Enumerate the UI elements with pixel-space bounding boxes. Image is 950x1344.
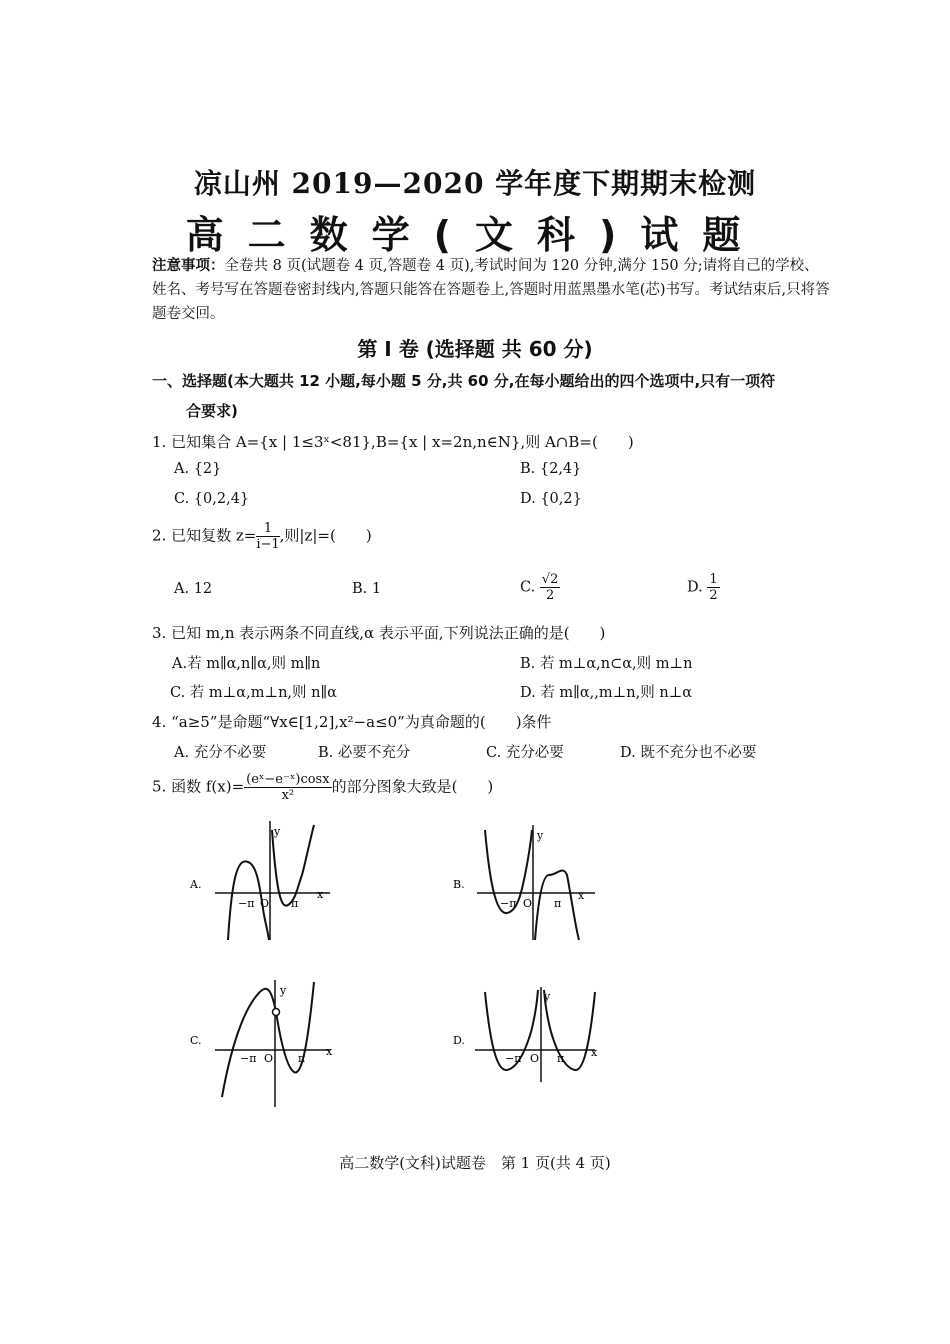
q2-option-a: A. 12 bbox=[174, 581, 213, 597]
q4-option-b: B. 必要不充分 bbox=[318, 745, 411, 761]
q2-stem bbox=[152, 521, 372, 552]
notice bbox=[152, 254, 832, 326]
graph-d-curve-right bbox=[544, 990, 595, 1070]
q5-stem-prefix: 5. 函数 f(x)= bbox=[152, 777, 245, 796]
q3-option-b: B. 若 m⊥α,n⊂α,则 m⊥n bbox=[520, 656, 693, 672]
graph-b bbox=[445, 815, 605, 945]
graph-c-origin: O bbox=[264, 1052, 274, 1065]
graph-a-neg-pi: −π bbox=[238, 897, 255, 910]
q1-stem: 1. 已知集合 A={x | 1≤3ˣ<81},B={x | x=2n,n∈N},则 A∩B=( ) bbox=[152, 433, 634, 451]
graph-c-y-label: y bbox=[280, 984, 287, 997]
exam-subtitle: 高二数学(文科)试题 bbox=[185, 213, 765, 257]
graph-a bbox=[180, 815, 340, 945]
graph-d-origin: O bbox=[530, 1052, 540, 1065]
q2-frac-num: 1 bbox=[256, 521, 279, 537]
part-instructions-line2: 合要求) bbox=[186, 402, 238, 420]
graph-c-neg-pi: −π bbox=[240, 1052, 257, 1065]
q5-stem-suffix: 的部分图象大致是( ) bbox=[331, 777, 494, 796]
q3-stem: 3. 已知 m,n 表示两条不同直线,α 表示平面,下列说法正确的是( ) bbox=[152, 624, 606, 642]
q4-stem: 4. “a≥5”是命题“∀x∈[1,2],x²−a≤0”为真命题的( )条件 bbox=[152, 713, 552, 731]
q4-option-c: C. 充分必要 bbox=[486, 745, 564, 761]
graph-c-pi: π bbox=[298, 1052, 306, 1065]
graph-c-label: C. bbox=[190, 1034, 202, 1047]
graph-d-x-label: x bbox=[591, 1046, 598, 1059]
q2-stem-prefix: 2. 已知复数 z= bbox=[152, 526, 257, 545]
q3-option-c: C. 若 m⊥α,m⊥n,则 n∥α bbox=[170, 685, 337, 701]
q5-frac-den: x² bbox=[281, 788, 295, 803]
q2-option-d-den: 2 bbox=[709, 588, 718, 603]
notice-text: 全卷共 8 页(试题卷 4 页,答题卷 4 页),考试时间为 120 分钟,满分 150 分;请将自己的学校、姓名、考号写在答题卷密封线内,答题只能答在答题卷上,答题时用蓝黑墨水笔(芯)书写。考试结束后,只将答题卷交回。 bbox=[152, 258, 830, 322]
graph-a-x-label: x bbox=[317, 888, 324, 901]
graph-d-pi: π bbox=[557, 1052, 565, 1065]
graph-a-label: A. bbox=[190, 878, 202, 891]
q3-option-d: D. 若 m∥α,,m⊥n,则 n⊥α bbox=[520, 685, 693, 701]
q2-option-d-num: 1 bbox=[709, 572, 718, 587]
q2-option-b: B. 1 bbox=[352, 581, 382, 597]
q5-frac-num: (eˣ−e⁻ˣ)cosx bbox=[246, 772, 330, 787]
graph-d-neg-pi: −π bbox=[505, 1052, 522, 1065]
q1-option-a: A. {2} bbox=[174, 461, 222, 477]
q1-option-d: D. {0,2} bbox=[520, 491, 582, 507]
graph-b-y-label: y bbox=[537, 829, 544, 842]
graph-d-label: D. bbox=[453, 1034, 465, 1047]
graph-b-neg-pi: −π bbox=[500, 897, 517, 910]
notice-label: 注意事项： bbox=[152, 258, 225, 274]
q2-option-d-label: D. bbox=[687, 579, 703, 596]
graph-b-origin: O bbox=[523, 897, 533, 910]
graph-c bbox=[180, 972, 340, 1112]
graph-b-label: B. bbox=[453, 878, 465, 891]
graph-d bbox=[445, 972, 605, 1112]
q2-option-c bbox=[520, 572, 560, 603]
graph-b-x-label: x bbox=[578, 889, 585, 902]
section-title: 第 Ⅰ 卷 (选择题 共 60 分) bbox=[357, 337, 593, 361]
part-instructions-line1: 一、选择题(本大题共 12 小题,每小题 5 分,共 60 分,在每小题给出的四个选项中,只有一项符 bbox=[152, 372, 776, 390]
q2-option-c-label: C. bbox=[520, 579, 536, 596]
q2-option-d bbox=[687, 572, 720, 603]
graph-b-pi: π bbox=[554, 897, 562, 910]
q2-stem-suffix: ,则|z|=( ) bbox=[279, 526, 372, 545]
q2-option-d-frac bbox=[707, 572, 719, 603]
q2-fraction bbox=[256, 521, 279, 552]
graph-a-y-label: y bbox=[274, 825, 281, 838]
q4-option-a: A. 充分不必要 bbox=[174, 745, 267, 761]
graph-a-origin: O bbox=[260, 897, 270, 910]
page-footer: 高二数学(文科)试题卷 第 1 页(共 4 页) bbox=[339, 1154, 611, 1172]
graph-c-curve bbox=[222, 982, 314, 1097]
q1-option-c: C. {0,2,4} bbox=[174, 491, 250, 507]
graph-d-y-label: y bbox=[544, 990, 551, 1003]
q1-option-b: B. {2,4} bbox=[520, 461, 582, 477]
q2-frac-den: i−1 bbox=[256, 537, 280, 552]
q5-fraction bbox=[244, 772, 331, 803]
graph-a-pi: π bbox=[291, 897, 299, 910]
q2-option-c-num: √2 bbox=[541, 572, 559, 587]
q2-option-c-frac bbox=[540, 572, 561, 603]
q5-stem bbox=[152, 772, 493, 803]
q3-option-a: A.若 m∥α,n∥α,则 m∥n bbox=[172, 656, 321, 672]
q4-option-d: D. 既不充分也不必要 bbox=[620, 745, 757, 761]
q2-option-c-den: 2 bbox=[545, 588, 555, 603]
exam-title: 凉山州 2019—2020 学年度下期期末检测 bbox=[193, 167, 757, 200]
graph-c-x-label: x bbox=[326, 1045, 333, 1058]
graph-c-open-point bbox=[273, 1009, 280, 1016]
